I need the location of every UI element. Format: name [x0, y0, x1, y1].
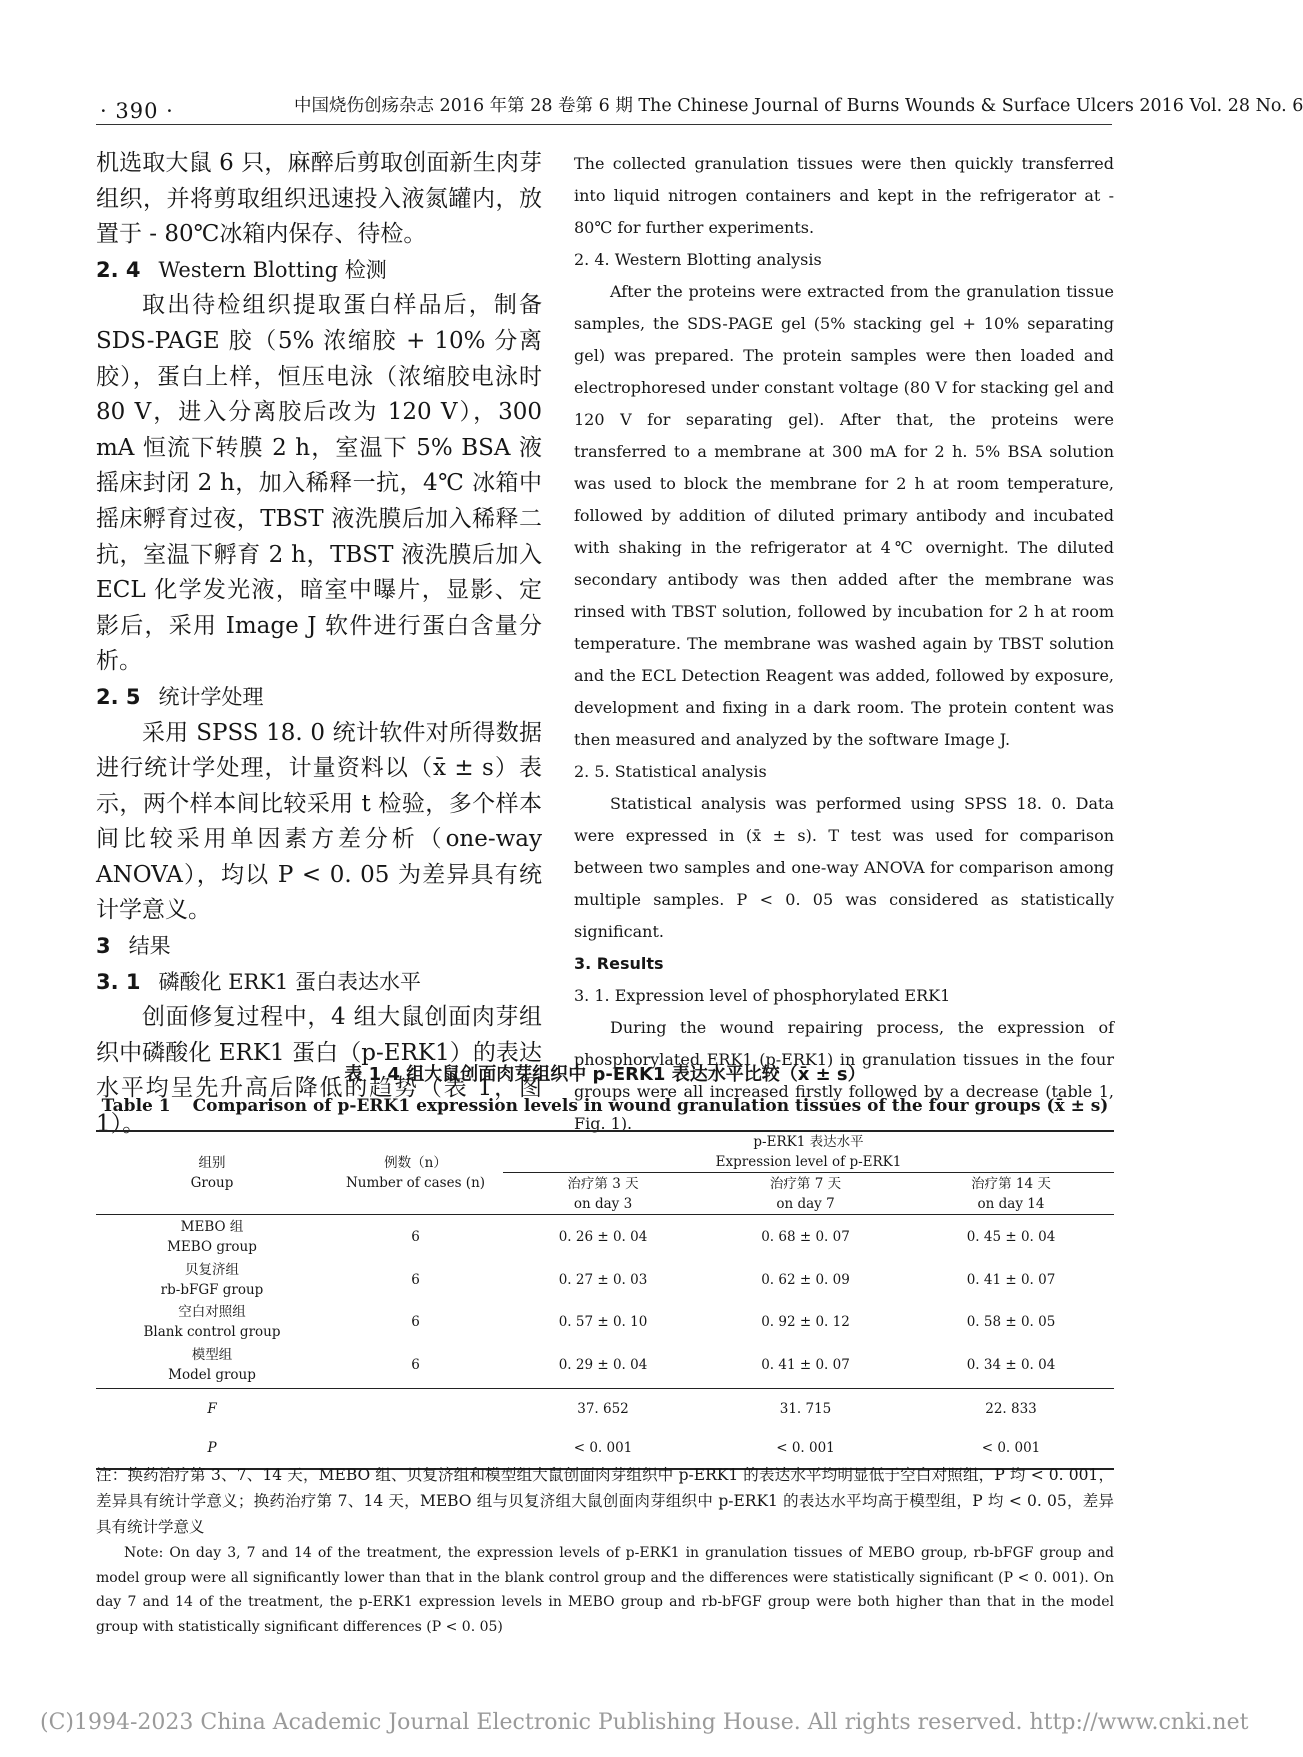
- header-cases-cn: 例数（n）: [384, 1155, 447, 1171]
- header-group-cn: 组别: [198, 1155, 226, 1171]
- row-day-14: 0. 45 ± 0. 04: [966, 1228, 1056, 1245]
- row-day-3: 0. 26 ± 0. 04: [558, 1228, 648, 1245]
- p-day-7: < 0. 001: [703, 1429, 908, 1469]
- table-note-english: Note: On day 3, 7 and 14 of the treatment, the expression levels of p-ERK1 in granulation tissues of MEBO group, rb-bFGF group and model group were all significantly lower than that in the blank control group and the differences were statistically significant (P < 0. 001). On day 7 and 14 of the treatment, the p-ERK1 expression levels in MEBO group and rb-bFGF group were both higher than that in the model group with statistically significant differences (P < 0. 05): [96, 1545, 1114, 1635]
- day-14-en: on day 14: [977, 1195, 1045, 1212]
- table-title: Comparison of p-ERK1 expression levels in wound granulation tissues of the four groups (x̄ ± s): [192, 1096, 1109, 1116]
- row-group: [96, 1343, 328, 1389]
- day-7-cn: 治疗第 7 天: [769, 1175, 842, 1192]
- p-day-14: < 0. 001: [908, 1429, 1114, 1469]
- header-day-3: [503, 1173, 703, 1215]
- table-caption-chinese: 表 1 4 组大鼠创面肉芽组织中 p-ERK1 表达水平比较（x̄ ± s）: [344, 1064, 866, 1085]
- section-title: 结果: [128, 934, 171, 959]
- en-paragraph-2: After the proteins were extracted from the granulation tissue samples, the SDS-PAGE gel (5% stacking gel + 10% separating gel) was prepared. The protein samples were then loaded and electrophoresed under constant voltage (80 V for stacking gel and 120 V for separating gel). After that, the proteins were transferred to a membrane at 300 mA for 2 h. 5% BSA solution was used to block the membrane for 2 h at room temperature, followed by addition of diluted primary antibody and incubated with shaking in the refrigerator at 4℃ overnight. The diluted secondary antibody was then added after the membrane was rinsed with TBST solution, followed by incubation for 2 h at room temperature. The membrane was washed again by TBST solution and the ECL Detection Reagent was added, followed by exposure, development and fixing in a dark room. The protein content was then measured and analyzed by the software Image J.: [574, 282, 1114, 749]
- row-day-14: 0. 34 ± 0. 04: [908, 1343, 1114, 1389]
- en-paragraph-4: During the wound repairing process, the expression of phosphorylated ERK1 (p-ERK1) in granulation tissues in the four groups were all increased firstly followed by a decrease (table 1, Fig. 1).: [574, 1018, 1114, 1133]
- copyright-footer: (C)1994-2023 China Academic Journal Electronic Publishing House. All rights reserved. http://www.cnki.net: [40, 1710, 1249, 1735]
- cn-heading-2-5: [96, 680, 542, 716]
- cn-paragraph-1: 机选取大鼠 6 只，麻醉后剪取创面新生肉芽组织，并将剪取组织迅速投入液氮罐内，放置于 - 80℃冰箱内保存、待检。: [96, 150, 542, 248]
- header-group-en: Group: [190, 1175, 234, 1191]
- row-day-7: 0. 68 ± 0. 07: [761, 1228, 850, 1245]
- section-title: 统计学处理: [158, 684, 264, 709]
- p-label: P: [96, 1429, 328, 1469]
- header-expression-en: Expression level of p-ERK1: [715, 1154, 902, 1170]
- left-column-chinese: [96, 146, 542, 1143]
- section-title: 磷酸化 ERK1 蛋白表达水平: [158, 969, 422, 994]
- cn-paragraph-3: 采用 SPSS 18. 0 统计软件对所得数据进行统计学处理，计量资料以（x̄ ± s）表示，两个样本间比较采用 t 检验，多个样本间比较采用单因素方差分析（one-way ANOVA），均以 P < 0. 05 为差异具有统计学意义。: [96, 719, 542, 924]
- header-cases-en: Number of cases (n): [345, 1175, 486, 1191]
- group-cn: 贝复济组: [185, 1261, 239, 1278]
- en-paragraph-3: Statistical analysis was performed using SPSS 18. 0. Data were expressed in (x̄ ± s). T test was used for comparison between two samples and one-way ANOVA for comparison among multiple samples. P < 0. 05 was considered as statistically significant.: [574, 794, 1114, 941]
- header-cases: [328, 1131, 503, 1215]
- header-group: [96, 1131, 328, 1215]
- group-en: Model group: [168, 1367, 256, 1384]
- header-day-14: [908, 1173, 1114, 1215]
- row-n: 6: [411, 1313, 420, 1330]
- running-header: 中国烧伤创疡杂志 2016 年第 28 卷第 6 期 The Chinese Journal of Burns Wounds & Surface Ulcers 2016 Vol. 28 No. 6: [294, 96, 1303, 116]
- group-en: Blank control group: [143, 1323, 281, 1340]
- f-day-14: 22. 833: [985, 1400, 1037, 1417]
- section-number: 2. 5: [96, 684, 141, 709]
- group-cn: MEBO 组: [180, 1218, 244, 1235]
- row-day-7: 0. 41 ± 0. 07: [703, 1343, 908, 1389]
- table-caption-english: [96, 1096, 1114, 1116]
- row-day-3: 0. 57 ± 0. 10: [558, 1313, 648, 1330]
- row-day-7: 0. 92 ± 0. 12: [761, 1313, 850, 1330]
- row-group: [96, 1215, 328, 1259]
- table-row: [96, 1343, 1114, 1389]
- table-row: [96, 1301, 1114, 1343]
- table-note-chinese: 注：换药治疗第 3、7、14 天，MEBO 组、贝复济组和模型组大鼠创面肉芽组织中 p-ERK1 的表达水平均明显低于空白对照组，P 均 < 0. 001，差异具有统计学意义；换药治疗第 7、14 天，MEBO 组与贝复济组大鼠创面肉芽组织中 p-ERK1 的表达水平均高于模型组，P 均 < 0. 05，差异具有统计学意义: [96, 1466, 1114, 1536]
- row-day-3: 0. 27 ± 0. 03: [558, 1271, 648, 1288]
- page-number: · 390 ·: [100, 99, 174, 123]
- section-number: 2. 4: [96, 257, 141, 282]
- table-number: Table 1: [101, 1096, 171, 1116]
- row-day-14: 0. 58 ± 0. 05: [966, 1313, 1056, 1330]
- row-day-7: 0. 62 ± 0. 09: [761, 1271, 850, 1288]
- cn-paragraph-2: 取出待检组织提取蛋白样品后，制备 SDS-PAGE 胶（5% 浓缩胶 + 10% 分离胶），蛋白上样，恒压电泳（浓缩胶电泳时 80 V，进入分离胶后改为 120 V），300 mA 恒流下转膜 2 h，室温下 5% BSA 液摇床封闭 2 h，加入稀释一抗，4℃ 冰箱中摇床孵育过夜，TBST 液洗膜后加入稀释二抗，室温下孵育 2 h，TBST 液洗膜后加入 ECL 化学发光液，暗室中曝片，显影、定影后，采用 Image J 软件进行蛋白含量分析。: [96, 292, 542, 675]
- right-column-english: [574, 148, 1114, 1140]
- table-row-f: [96, 1389, 1114, 1429]
- row-day-3: 0. 29 ± 0. 04: [503, 1343, 703, 1389]
- row-n: 6: [328, 1343, 503, 1389]
- row-n: 6: [411, 1271, 420, 1288]
- results-table: [96, 1130, 1114, 1470]
- table-row: [96, 1215, 1114, 1259]
- p-day-3: < 0. 001: [503, 1429, 703, 1469]
- f-day-3: 37. 652: [577, 1400, 629, 1417]
- en-heading-2-5: 2. 5. Statistical analysis: [574, 762, 767, 781]
- header-rule: [96, 124, 1112, 125]
- header-expression: [503, 1131, 1114, 1173]
- row-group: [96, 1301, 328, 1343]
- section-number: 3: [96, 934, 111, 959]
- day-7-en: on day 7: [776, 1195, 835, 1212]
- en-heading-3: [574, 948, 1114, 980]
- en-heading-3-1: 3. 1. Expression level of phosphorylated ERK1: [574, 986, 951, 1005]
- en-heading-2-4: 2. 4. Western Blotting analysis: [574, 250, 822, 269]
- table-row: [96, 1259, 1114, 1301]
- group-cn: 模型组: [191, 1347, 233, 1364]
- section-number: 3. 1: [96, 969, 141, 994]
- f-day-7: 31. 715: [779, 1400, 832, 1417]
- cn-heading-3-1: [96, 965, 542, 1001]
- group-en: rb-bFGF group: [160, 1281, 264, 1298]
- f-empty: [328, 1389, 503, 1429]
- header-expression-cn: p-ERK1 表达水平: [753, 1134, 864, 1150]
- group-en: MEBO group: [167, 1238, 257, 1255]
- row-group: [96, 1259, 328, 1301]
- row-day-14: 0. 41 ± 0. 07: [966, 1271, 1056, 1288]
- cn-heading-2-4: [96, 253, 542, 289]
- f-label: F: [207, 1400, 217, 1417]
- group-cn: 空白对照组: [178, 1303, 246, 1320]
- cn-heading-3: [96, 929, 542, 965]
- section-title: 3. Results: [574, 954, 664, 973]
- day-14-cn: 治疗第 14 天: [971, 1175, 1051, 1192]
- header-day-7: [703, 1173, 908, 1215]
- day-3-en: on day 3: [573, 1195, 633, 1212]
- en-paragraph-1: The collected granulation tissues were then quickly transferred into liquid nitrogen containers and kept in the refrigerator at - 80℃ for further experiments.: [574, 154, 1114, 237]
- cn-paragraph-4: 创面修复过程中，4 组大鼠创面肉芽组织中磷酸化 ERK1 蛋白（p-ERK1）的表达水平均呈先升高后降低的趋势（表 1，图 1）。: [96, 1004, 542, 1138]
- section-title: Western Blotting 检测: [158, 257, 387, 282]
- row-n: 6: [411, 1228, 420, 1245]
- day-3-cn: 治疗第 3 天: [567, 1175, 639, 1192]
